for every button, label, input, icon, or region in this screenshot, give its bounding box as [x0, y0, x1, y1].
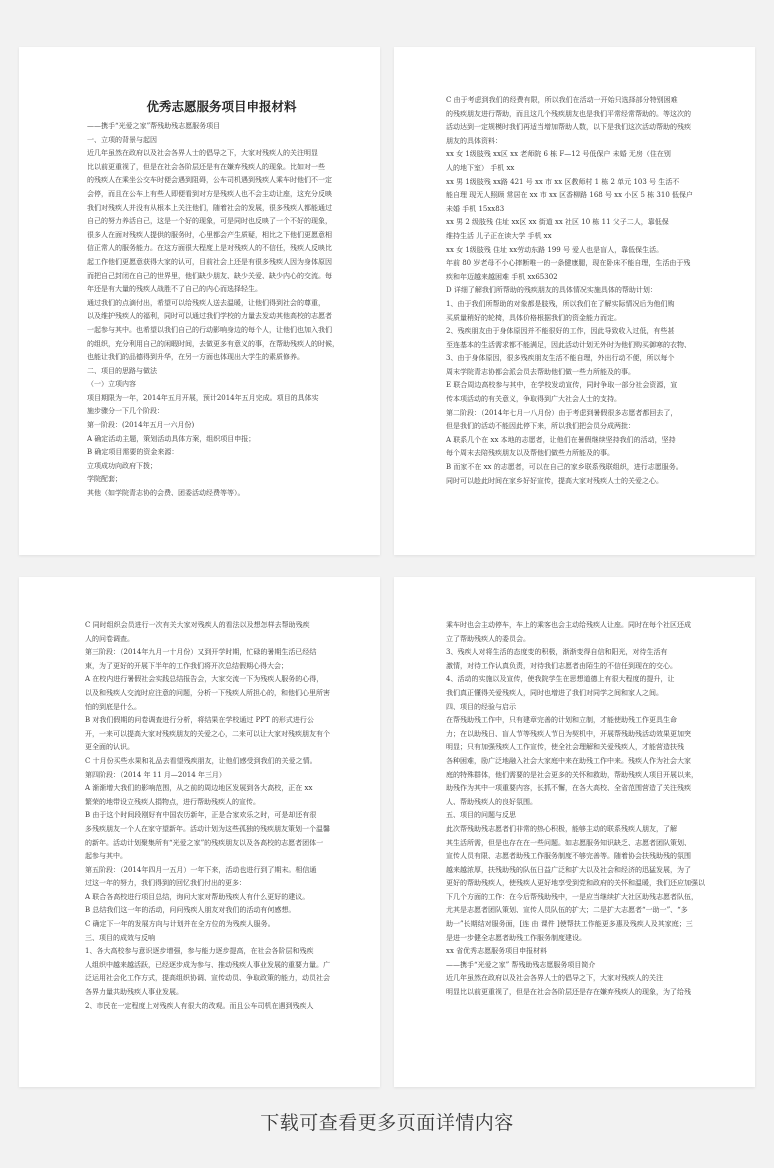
document-page-2: [394, 47, 755, 555]
text-line: 力；在以助残日、盲人节等残疾人节日为契机中，开展帮残助残活动效果更加突: [446, 729, 691, 738]
text-line: 未婚 手机 15xx83: [446, 204, 505, 213]
text-line: 2、市民在一定程度上对残疾人有很大的改观。而且公车司机在遇到残疾人: [85, 1001, 314, 1010]
text-line: 泛运用社会化工作方式，提高组织协调、宣传动员、争取政策的能力，动员社会: [85, 974, 330, 983]
text-line: 传本项活动的有关意义，争取得到广大社会人士的支持。: [446, 395, 621, 404]
text-line: C 同时组织会员进行一次有关大家对残疾人的看法以及想怎样去帮助残疾: [85, 621, 310, 629]
text-line: 的组织，充分利用自己的闲暇时间，去做更多有意义的事，在帮助残疾人的时候，: [87, 339, 339, 348]
text-line: 活动达到一定规模时我们再适当增加帮助人数，以下是我们这次活动帮助的残疾: [446, 123, 691, 132]
text-line: 下几个方面的工作：在今后帮残助残中，一是应当继续扩大社区助残志愿者队伍，: [446, 892, 698, 901]
text-line: 自己的努力养活自己，这是一个好的现象，可是同时也反映了一个不好的现象，: [87, 217, 332, 226]
text-line: 明显；只有加强残疾人工作宣传，使全社会理解和关爱残疾人，才能营造扶残: [446, 743, 684, 752]
text-line: C 确定下一年的发展方向与计划并在全方位的为残疾人服务。: [85, 920, 275, 929]
text-line: 是进一步健全志愿者助残工作服务制度建设。: [446, 933, 586, 942]
text-line: 信正常人的服务能力。在这方面很大程度上是对残疾人的不信任，残疾人反映比: [87, 244, 332, 253]
text-line: 各界力量共助残疾人事业发展。: [85, 988, 183, 997]
text-line: 朋友的具体资料：: [446, 136, 502, 145]
text-line: 更全面的认识。: [85, 743, 134, 752]
text-line: B 对我们假期的问卷调查进行分析，将结果在学校通过 PPT 的形式进行公: [85, 716, 314, 725]
text-line: 立了帮助残疾人的委员会。: [446, 634, 530, 643]
text-line: D 详细了解我们所帮助的残疾朋友的具体情况实施具体的帮助计划：: [446, 286, 657, 295]
text-line: 的残疾人在乘坐公交车时便会遇到阻碍，公车司机遇到残疾人乘车时他们不一定: [87, 176, 332, 185]
text-line: 一、立项的背景与起因: [87, 135, 157, 144]
text-line: 至连基本的生活需求都不能满足，因此活动计划无外时为他们购买御寒的衣物、: [446, 340, 691, 349]
text-line: 买质量稍好的轮椅，具体价格根据我们的资金能力而定。: [446, 313, 621, 322]
text-line: 开，一来可以提高大家对残疾朋友的关爱之心，二来可以让大家对残疾朋友有个: [85, 729, 330, 738]
text-line: A 在校内进行暑假社会实践总结报告会，大家交流一下为残疾人服务的心得，: [85, 675, 324, 684]
text-line: 通过我们的点滴付出，希望可以给残疾人送去温暖，让他们得到社会的尊重，: [87, 298, 325, 307]
document-title: 优秀志愿服务项目申报材料: [146, 99, 297, 114]
text-line: ——携手“光爱之家”帮残助残志愿服务项目: [87, 122, 221, 130]
text-line: 第五阶段：（2014年四月一五月）一年下来，活动也进行到了期末。相信通: [85, 865, 317, 874]
text-line: 2、残疾朋友由于身体原因并不能很好的工作，因此导致收入过低，有些甚: [446, 327, 675, 336]
text-line: 年前 80 岁老母不小心摔断唯一的一条健康腿，现在卧床不能自理，生活由于残: [446, 259, 691, 268]
text-line: 四、项目的经验与启示: [446, 702, 516, 711]
text-line: 1、由于我们所帮助的对象都是肢残，所以我们在了解实际情况后为他们购: [446, 299, 675, 308]
text-line: 人的地下室） 手机 xx: [446, 163, 515, 172]
text-line: 会停，而且在公车上有些人即便看到对方是残疾人也不会主动让座，这充分反映: [87, 189, 332, 198]
text-line: C 十月份买些水果和礼品去看望残疾朋友，让他们感受到我们的关爱之情。: [85, 756, 317, 765]
text-line: 每个周末去陪残疾朋友以及帮他们做些力所能及的事。: [446, 449, 614, 458]
text-line: 而把自己封闭在自己的世界里，他们缺少朋友、缺少关爱、缺少内心的交流。每: [87, 271, 332, 280]
text-line: 的新年。活动计划聚集所有“光爱之家”的残疾朋友以及各高校的志愿者团体一: [85, 838, 324, 847]
text-line: 3、残疾人对将生活的态度变的积极，渐渐变得自信和阳光，对待生活有: [446, 648, 668, 657]
text-line: 起工作他们更愿意获得大家的认可，目前社会上还是有很多残疾人因为身体原因: [87, 257, 332, 266]
text-line: 以及和残疾人交流时应注意的问题，分析一下残疾人所担心的，和他们心里所害: [85, 688, 330, 697]
text-line: C 由于考虑到我们的经费有限，所以我们在活动一开始只选择部分特别困难: [446, 96, 678, 104]
page-text: [85, 619, 354, 1013]
text-line: 庭的特殊群体，他们需要的是社会更多的关怀和救助，帮助残疾人项目开展以来，: [446, 770, 698, 779]
text-line: 疾和年迈越来越困难 手机 xx65302: [446, 272, 558, 281]
text-line: 越来越浓厚，扶残助残的队伍日益广泛和扩大以及社会和经济的迅猛发展，为了: [446, 865, 691, 874]
text-line: xx 男 2 级肢残 住址 xx区 xx 街道 xx 社区 10 栋 11 父子二人，靠低保: [446, 218, 669, 227]
text-line: 第三阶段：（2014年九月一十月份）又到开学时期，忙碌的暑期生活已经结: [85, 648, 317, 657]
text-line: xx 省优秀志愿服务项目申报材料: [446, 947, 548, 956]
text-line: 能自理 现无人照顾 常居在 xx 市 xx 区香柳路 168 号 xx 小区 5 栋 310 低保户: [446, 191, 694, 200]
text-line: A 确定活动主题，策划活动具体方案，组织项目申报；: [87, 434, 256, 443]
text-line: B 由于这个时间段刚好有中国农历新年，正是合家欢乐之时，可是却还有很: [85, 811, 317, 820]
text-line: 维持生活 儿子正在读大学 手机 xx: [446, 231, 552, 240]
text-line: 第二阶段：（2014年七月一八月份）由于考虑到暑假很多志愿者都回去了，: [446, 408, 678, 417]
text-line: 的残疾朋友进行帮助，而且这几个残疾朋友也是我们平常经常帮助的。等这次的: [446, 109, 691, 118]
text-line: 我们真正懂得关爱残疾人，同时也增进了我们对同学之间和家人之间。: [446, 688, 663, 697]
text-line: 人的问卷调查。: [85, 634, 134, 643]
text-line: 三、项目的成效与反响: [85, 933, 155, 942]
text-line: 其他（如学院青志协的会费、团委活动经费等等）。: [87, 489, 245, 498]
text-line: 施步骤分一下几个阶段：: [87, 407, 164, 416]
text-line: 同时可以趁此时间在家乡好好宣传，提高大家对残疾人士的关爱之心。: [446, 476, 663, 485]
page-text: [446, 94, 729, 488]
text-line: B 而家不在 xx 的志愿者，可以在自己的家乡联系残联组织，进行志愿服务。: [446, 463, 683, 472]
document-page-3: [19, 577, 380, 1087]
text-line: 过这一年的努力，我们得到的回忆我们付出的更多：: [85, 879, 246, 888]
text-line: 人组织中越来越活跃，已经逐步成为参与、推动残疾人事业发展的重要力量。广: [85, 960, 330, 969]
text-line: 繁荣的地带设立残疾人捐物点，进行帮助残疾人的宣传。: [85, 797, 260, 806]
text-line: 但是我们的活动不能因此停下来，所以我们把会员分成两批：: [446, 422, 635, 431]
text-line: xx 女 1级肢残 xx区 xx 老师院 6 栋 F—12 号低保户 未婚 无房（住在别: [446, 150, 671, 159]
page-text: [87, 120, 356, 501]
text-line: 也能让我们的品德得到升华，在另一方面也体现出大学生的素质修养。: [87, 353, 304, 362]
text-line: 此次帮残助残志愿者们非常的热心积极，能够主动的联系残疾人朋友，了解: [446, 824, 677, 833]
text-line: 3、由于身体原因，很多残疾朋友生活不能自理，外出行动不便，所以每个: [446, 354, 675, 363]
text-line: （一）立项内容: [87, 380, 136, 389]
text-line: E 联合周边高校参与其中，在学校发动宣传，同时争取一部分社会资源，宣: [446, 381, 678, 390]
text-line: 尤其是志愿者团队策划、宣传人员队伍的扩大；二是扩大志愿者“一助一”、“多: [446, 906, 688, 915]
text-line: 我们对残疾人并没有从根本上关注他们，随着社会的发展，很多残疾人都能通过: [87, 203, 332, 212]
text-line: 乘车时也会主动停车，车上的乘客也会主动给残疾人让座。同时在每个社区还成: [446, 621, 691, 629]
text-line: 一起参与其中。也希望以我们自己的行动影响身边的每个人，让他们也加入我们: [87, 325, 332, 334]
text-line: 4、活动的实施以及宣传，使我院学生在思想道德上有很大程度的提升，让: [446, 675, 675, 684]
text-line: xx 男 1级肢残 xx路 421 号 xx 市 xx 区教师村 1 栋 2 单元 103 号 生活不: [446, 177, 680, 186]
text-line: 在帮残助残工作中，只有建章完善的计划和立制，才能使助残工作更具生命: [446, 716, 677, 725]
text-line: 怕的到底是什么。: [85, 702, 141, 711]
text-line: 很多人在面对残疾人提供的服务时，心里都会产生质疑，相比之下他们更愿意相: [87, 230, 332, 239]
document-page-4: [394, 577, 755, 1087]
text-line: 明显比以前更重视了，但是在社会各阶层还是存在嫌弃残疾人的现象，为了给残: [446, 988, 691, 997]
text-line: 束，为了更好的开展下半年的工作我们将开次总结假期心得大会；: [85, 661, 288, 670]
text-line: 学院配套；: [87, 475, 122, 484]
text-line: A 联系几个在 xx 本地的志愿者，让他们在暑假继续坚持我们的活动，坚持: [446, 435, 676, 444]
text-line: 激情，对待工作认真负责，对待我们志愿者由陌生的不信任到现在的交心。: [446, 661, 677, 670]
document-page-1: [19, 47, 380, 555]
text-line: 1、各大高校参与意识逐步增强，参与能力逐步提高，在社会各阶层和残疾: [85, 947, 314, 956]
text-line: ——携手“光爱之家” 帮残助残志愿服务项目简介: [446, 960, 596, 969]
text-line: 项目期限为一年，2014年五月开展，预计2014年五月完成。项目的具体实: [87, 393, 319, 402]
text-line: 各种困难，励广泛地融入社会大家庭中来在助残工作中来。残疾人作为社会大家: [446, 756, 691, 765]
text-line: B 确定项目需要的资金来源：: [87, 448, 179, 457]
text-line: 近几年虽然在政府以及社会各界人士的倡导之下，大家对残疾人的关注明显: [87, 149, 318, 158]
text-line: 其生活所需，但是也存在在一些问题。如志愿服务知识缺乏、志愿者团队策划、: [446, 838, 691, 847]
text-line: xx 女 1级肢残 住址 xx劳动东路 199 号 爱人也是盲人，靠低保生活。: [446, 245, 664, 254]
text-line: A 联合各高校进行项目总结，询问大家对帮助残疾人有什么更好的建议。: [85, 892, 310, 901]
page-text: [446, 619, 729, 1000]
text-line: 近几年虽然在政府以及社会各界人士的倡导之下，大家对残疾人的关注: [446, 974, 663, 983]
text-line: B 总结我们这一年的活动，问问残疾人朋友对我们的活动有何感想。: [85, 906, 296, 915]
text-line: 起参与其中。: [85, 852, 127, 861]
text-line: 助一”长期结对服务面，[连 由 课件 ]使帮扶工作能更多惠及残疾人及其家庭；三: [446, 920, 693, 929]
text-line: 年还是有大量的残疾人战胜不了自己的内心而选择轻生。: [87, 285, 262, 294]
text-line: 以及维护残疾人的福利，同时可以通过我们学校的力量去发动其他高校的志愿者: [87, 312, 332, 321]
text-line: 更好的帮助残疾人，使残疾人更好地享受到党和政府的关怀和温暖，我们还应加强以: [446, 879, 705, 888]
text-line: 周末学院青志协都会派会员去帮助他们做一些力所能及的事。: [446, 367, 635, 376]
text-line: 五、项目的问题与反思: [446, 811, 516, 820]
text-line: 立项成功向政府下拨；: [87, 461, 157, 470]
text-line: 二、项目的思路与做法: [87, 366, 157, 375]
text-line: 第一阶段：(2014年五月一六月份): [87, 421, 195, 430]
text-line: 人、帮助残疾人的良好氛围。: [446, 797, 537, 806]
text-line: 助残作为其中一项重要内容，长抓不懈，在各大高校、全省范围营造了关注残疾: [446, 784, 691, 793]
text-line: A 渐渐增大我们的影响范围，从之前的周边地区发展到各大高校，正在 xx: [85, 784, 313, 793]
text-line: 比以前更重视了，但是在社会各阶层还是有在嫌弃残疾人的现象。比如对一些: [87, 162, 325, 171]
download-more-caption[interactable]: 下载可查看更多页面详情内容: [260, 1112, 514, 1134]
text-line: 多残疾朋友一个人在家守望新年。活动计划为这些孤独的残疾朋友策划一个温馨: [85, 824, 330, 833]
text-line: 宣传人员有限、志愿者助残工作服务制度不够完善等。随着协会扶残助残的氛围: [446, 852, 691, 861]
text-line: 第四阶段：（2014 年 11 月—2014 年三月）: [85, 770, 226, 779]
